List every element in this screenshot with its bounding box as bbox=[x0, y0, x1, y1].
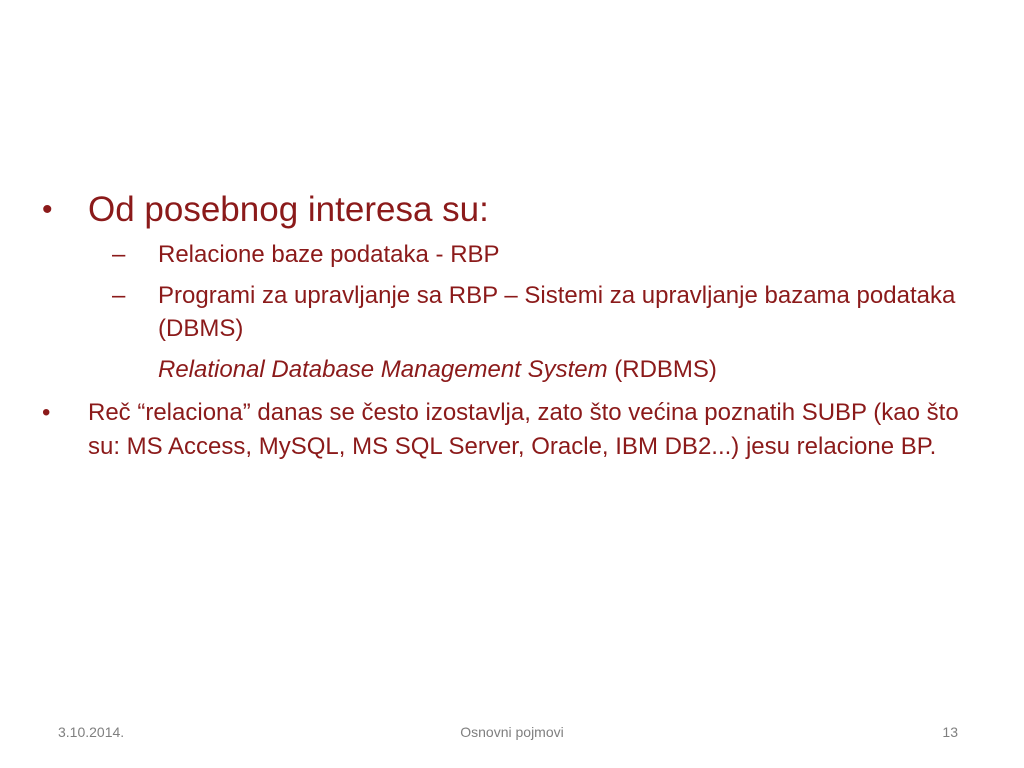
footer-title: Osnovni pojmovi bbox=[460, 724, 564, 740]
sub-list bbox=[112, 238, 980, 386]
slide-content bbox=[40, 188, 980, 464]
bullet-marker: • bbox=[42, 399, 51, 426]
footer-page-number: 13 bbox=[942, 724, 958, 740]
dash-marker: – bbox=[112, 282, 126, 309]
sub-item-text: Relacione baze podataka - RBP bbox=[158, 241, 500, 268]
sub-item-text: Programi za upravljanje sa RBP – Sistemi za upravljanje bazama podataka (DBMS) bbox=[158, 282, 956, 342]
bullet-item-interest bbox=[40, 188, 980, 232]
footer-date: 3.10.2014. bbox=[58, 724, 125, 740]
rdbms-abbrev-text: (RDBMS) bbox=[607, 356, 717, 383]
sub-item-dbms bbox=[112, 279, 980, 345]
rdbms-italic-text: Relational Database Management System bbox=[158, 356, 608, 383]
bullet-text: Od posebnog interesa su: bbox=[88, 190, 489, 229]
bullet-marker: • bbox=[42, 193, 53, 226]
bullet-item-relational-note bbox=[40, 396, 980, 464]
sub-item-rbp bbox=[112, 238, 980, 271]
dash-marker: – bbox=[112, 241, 126, 268]
bullet-text: Reč “relaciona” danas se često izostavlja, zato što većina poznatih SUBP (kao što su: MS Access, MySQL, MS SQL Server, Oracle, IBM DB2...) jesu relacione BP. bbox=[88, 399, 959, 460]
sub-item-rdbms bbox=[112, 353, 980, 386]
